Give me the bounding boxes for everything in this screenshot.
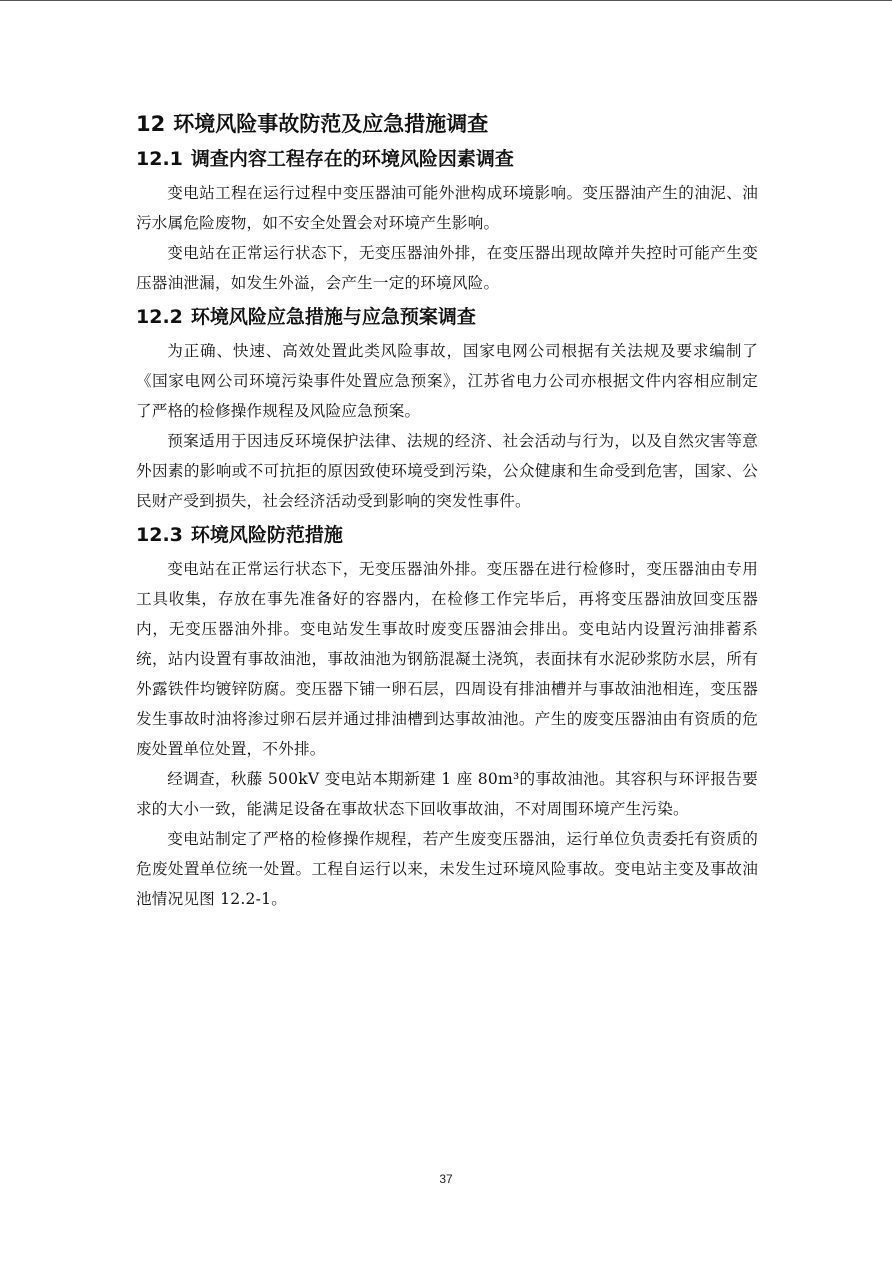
paragraph: 变电站制定了严格的检修操作规程，若产生废变压器油，运行单位负责委托有资质的危废处置单位统一处置。工程自运行以来，未发生过环境风险事故。变电站主变及事故油池情况见图 12.2-1。 — [136, 830, 758, 908]
section-number: 12.2 — [136, 306, 183, 328]
paragraph: 经调查，秋藤 500kV 变电站本期新建 1 座 80m³的事故油池。其容积与环评报告要求的大小一致，能满足设备在事故状态下回收事故油，不对周围环境产生污染。 — [136, 770, 758, 818]
paragraph: 为正确、快速、高效处置此类风险事故，国家电网公司根据有关法规及要求编制了《国家电网公司环境污染事件处置应急预案》，江苏省电力公司亦根据文件内容相应制定了严格的检修操作规程及风险应急预案。 — [136, 342, 758, 420]
section-number: 12.1 — [136, 148, 183, 170]
section-heading-12-3 — [136, 520, 758, 550]
paragraph: 预案适用于因违反环境保护法律、法规的经济、社会活动与行为，以及自然灾害等意外因素的影响或不可抗拒的原因致使环境受到污染，公众健康和生命受到危害，国家、公民财产受到损失，社会经济活动受到影响的突发性事件。 — [136, 432, 758, 510]
section-heading-12-1 — [136, 144, 758, 174]
paragraph: 变电站在正常运行状态下，无变压器油外排。变压器在进行检修时，变压器油由专用工具收集，存放在事先准备好的容器内，在检修工作完毕后，再将变压器油放回变压器内，无变压器油外排。变电站发生事故时废变压器油会排出。变电站内设置污油排蓄系统，站内设置有事故油池，事故油池为钢筋混凝土浇筑，表面抹有水泥砂浆防水层，所有外露铁件均镀锌防腐。变压器下铺一卵石层，四周设有排油槽并与事故油池相连，变压器发生事故时油将渗过卵石层并通过排油槽到达事故油池。产生的废变压器油由有资质的危废处置单位处置，不外排。 — [136, 560, 758, 758]
document-body — [136, 108, 758, 914]
paragraph: 变电站工程在运行过程中变压器油可能外泄构成环境影响。变压器油产生的油泥、油污水属危险废物，如不安全处置会对环境产生影响。 — [136, 184, 758, 232]
section-title: 环境风险防范措施 — [190, 524, 343, 546]
section-heading-12 — [136, 108, 758, 140]
section-title: 调查内容工程存在的环境风险因素调查 — [190, 148, 514, 170]
page-number: 37 — [439, 1172, 453, 1186]
section-title: 环境风险事故防范及应急措施调查 — [173, 112, 489, 136]
section-number: 12 — [136, 112, 166, 136]
top-border-line — [0, 0, 892, 1]
section-title: 环境风险应急措施与应急预案调查 — [190, 306, 476, 328]
section-number: 12.3 — [136, 524, 183, 546]
paragraph: 变电站在正常运行状态下，无变压器油外排，在变压器出现故障并失控时可能产生变压器油泄漏，如发生外溢，会产生一定的环境风险。 — [136, 244, 758, 292]
section-heading-12-2 — [136, 302, 758, 332]
